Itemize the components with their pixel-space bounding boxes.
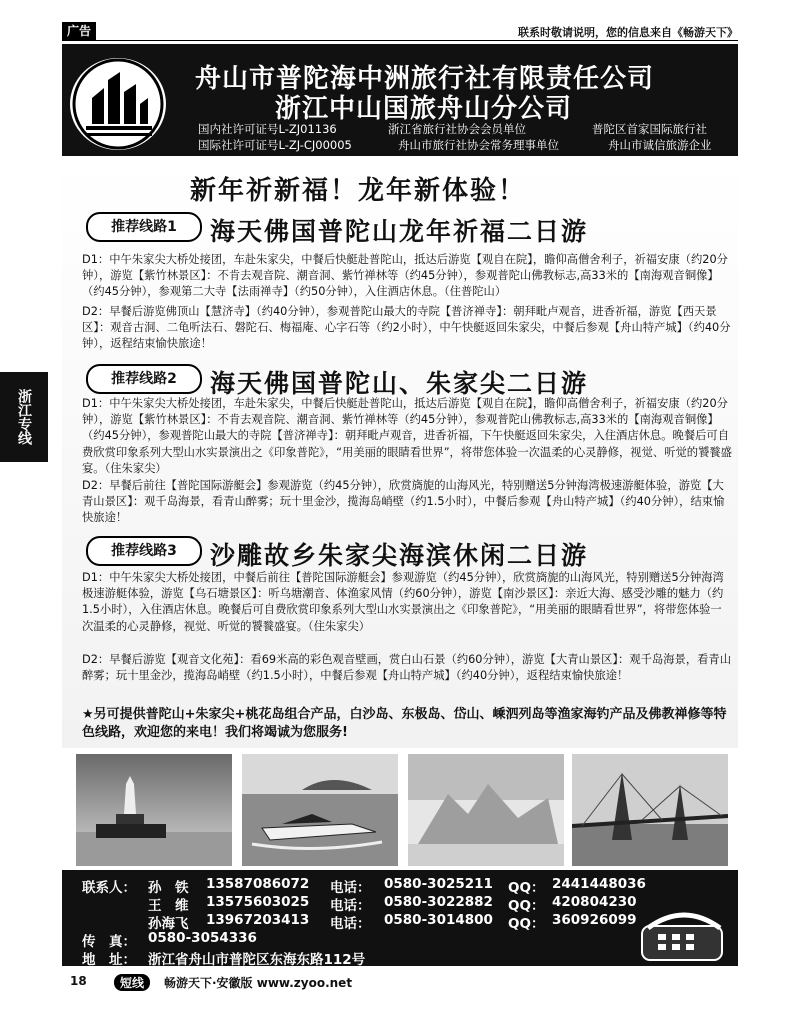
contact-qq-label-2: QQ：	[508, 898, 545, 914]
contact-qq-3: 360926099	[552, 912, 637, 928]
day-label: D2：	[82, 653, 110, 666]
license-5: 舟山市旅行社协会常务理事单位	[398, 138, 559, 152]
contact-qq-1: 2441448036	[552, 876, 646, 892]
extra-products-note: ★另可提供普陀山+朱家尖+桃花岛组合产品，白沙岛、东极岛、岱山、嵊泗列岛等渔家海钓产品及佛教禅修等特色线路，欢迎您的来电！我们将竭诚为您服务!	[82, 707, 727, 740]
contact-tel-label-1: 电话：	[330, 880, 371, 896]
contact-name-3: 孙海飞	[148, 916, 189, 932]
day-label: D2：	[82, 305, 110, 318]
address: 浙江省舟山市普陀区东海东路112号	[148, 952, 366, 968]
statue-photo-icon	[76, 754, 232, 866]
day-text: 中午朱家尖大桥处接团，车赴朱家尖，中餐后快艇赴普陀山，抵达后游览【观自在院】，瞻仰高僧舍利子，祈福安康（约20分钟），游览【紫竹林景区】：不肯去观音院、潮音洞、紫竹禅林等（约45分钟），参观普陀山佛教标志,高33米的【南海观音铜像】（约45分钟），参观普陀山最大的寺院【普济禅寺】：朝拜毗卢观音，进香祈福，下午快艇返回朱家尖，入住酒店休息。晚餐后可自费欣赏印象系列大型山水实景演出之《印象普陀》，“用美丽的眼睛看世界”，将带您体验一次温柔的心灵静修，视觉、听觉的饕餮盛宴。（住朱家尖）	[82, 397, 732, 475]
license-3: 普陀区首家国际旅行社	[592, 122, 707, 136]
route-tag-2: 推荐线路2	[86, 364, 202, 394]
company-logo	[70, 58, 166, 150]
day-label: D1：	[82, 571, 110, 584]
source-note: 联系时敬请说明，您的信息来自《畅游天下》	[518, 26, 738, 39]
photo-strip	[62, 748, 738, 870]
day-text: 早餐后游览【观音文化苑】：看69米高的彩色观音壁画，赏白山石景（约60分钟），游览【大青山景区】：观千岛海景，看青山醉雾；玩十里金沙，揽海岛峭壁（约1.5小时），中餐后参观【舟山特产城】（约40分钟），返程结束愉快旅途！	[82, 653, 732, 683]
contact-name-2: 王 维	[148, 898, 189, 914]
section-badge: 短线	[114, 974, 150, 991]
company-name-2: 浙江中山国旅舟山分公司	[275, 94, 573, 124]
day-label: D1：	[82, 253, 110, 266]
route-title-2: 海天佛国普陀山、朱家尖二日游	[210, 369, 589, 398]
contact-tel-label-3: 电话：	[330, 916, 371, 932]
photo-guanyin-statue	[76, 754, 232, 866]
contact-qq-2: 420804230	[552, 894, 637, 910]
contact-mobile-3: 13967203413	[206, 912, 310, 928]
day-label: D1：	[82, 397, 110, 410]
address-label: 地 址：	[82, 952, 136, 968]
ad-label: 广告	[62, 22, 96, 40]
route-tag-3: 推荐线路3	[86, 536, 202, 566]
fax-label: 传 真：	[82, 934, 136, 950]
fax-number: 0580-3054336	[148, 930, 257, 946]
photo-speedboat	[242, 754, 398, 866]
telephone-icon	[638, 906, 730, 964]
license-4: 国际社许可证号L-ZJ-CJ00005	[198, 138, 352, 152]
day-text: 早餐后游览佛顶山【慧济寺】（约40分钟），参观普陀山最大的寺院【普济禅寺】：朝拜毗卢观音，进香祈福，游览【西天景区】：观音古洞、二龟听法石、磐陀石、梅福庵、心字石等（约2小时），中午快艇返回朱家尖，中餐后参观【舟山特产城】（约40分钟），返程结束愉快旅途！	[82, 305, 731, 351]
speedboat-photo-icon	[242, 754, 398, 866]
route-3-day-2	[82, 652, 732, 684]
contact-name-1: 孙 铁	[148, 880, 189, 896]
bridge-photo-icon	[572, 754, 728, 866]
contact-tel-1: 0580-3025211	[384, 876, 493, 892]
page-number: 18	[70, 974, 87, 988]
contact-qq-label-3: QQ：	[508, 916, 545, 932]
route-title-3: 沙雕故乡朱家尖海滨休闲二日游	[210, 541, 589, 570]
magazine-name: 畅游天下·安徽版 www.zyoo.net	[164, 976, 353, 990]
contact-mobile-2: 13575603025	[206, 894, 310, 910]
contact-label: 联系人：	[82, 880, 136, 896]
route-3-day-1	[82, 570, 732, 635]
contact-tel-label-2: 电话：	[330, 898, 371, 914]
day-text: 中午朱家尖大桥处接团，中餐后前往【普陀国际游艇会】参观游览（约45分钟），欣赏旖旎的山海风光，特别赠送5分钟海湾极速游艇体验，游览【乌石塘景区】：听乌塘潮音、体渔家风情（约60分钟），游览【南沙景区】：亲近大海、感受沙雕的魅力（约1.5小时），入住酒店休息。晚餐后可自费欣赏印象系列大型山水实景演出之《印象普陀》，“用美丽的眼睛看世界”，将带您体验一次温柔的心灵静修，视觉、听觉的饕餮盛宴。（住朱家尖）	[82, 571, 724, 633]
route-1-day-1	[82, 252, 732, 301]
day-label: D2：	[82, 479, 110, 492]
building-logo-icon	[70, 58, 166, 150]
side-tab: 浙江专线	[0, 372, 48, 462]
photo-bridge	[572, 754, 728, 866]
day-text: 中午朱家尖大桥处接团，车赴朱家尖，中餐后快艇赴普陀山，抵达后游览【观自在院】，瞻仰高僧舍利子，祈福安康（约20分钟），游览【紫竹林景区】：不肯去观音院、潮音洞、紫竹禅林等（约45分钟），参观普陀山佛教标志,高33米的【南海观音铜像】（约45分钟），参观第二大寺【法雨禅寺】（约50分钟），入住酒店休息。（住普陀山）	[82, 253, 728, 299]
route-2-day-2	[82, 478, 732, 527]
sand-sculpture-photo-icon	[408, 754, 564, 866]
license-2: 浙江省旅行社协会会员单位	[388, 122, 526, 136]
route-tag-1: 推荐线路1	[86, 212, 202, 242]
day-text: 早餐后前往【普陀国际游艇会】参观游览（约45分钟），欣赏旖旎的山海风光，特别赠送5分钟海湾极速游艇体验，游览【大青山景区】：观千岛海景，看青山醉雾；玩十里金沙，揽海岛峭壁（约1.5小时），中餐后参观【舟山特产城】（约40分钟），结束愉快旅途！	[82, 479, 725, 525]
route-2-day-1	[82, 396, 732, 477]
license-1: 国内社许可证号L-ZJ01136	[198, 122, 337, 136]
photo-sand-sculpture	[408, 754, 564, 866]
route-title-1: 海天佛国普陀山龙年祈福二日游	[210, 217, 589, 246]
route-1-day-2	[82, 304, 732, 353]
license-6: 舟山市诚信旅游企业	[608, 138, 712, 152]
company-name: 舟山市普陀海中洲旅行社有限责任公司	[195, 64, 655, 94]
contact-qq-label-1: QQ：	[508, 880, 545, 896]
slogan: 新年祈新福！龙年新体验！	[190, 176, 527, 206]
contact-tel-2: 0580-3022882	[384, 894, 493, 910]
contact-tel-3: 0580-3014800	[384, 912, 493, 928]
contact-mobile-1: 13587086072	[206, 876, 310, 892]
